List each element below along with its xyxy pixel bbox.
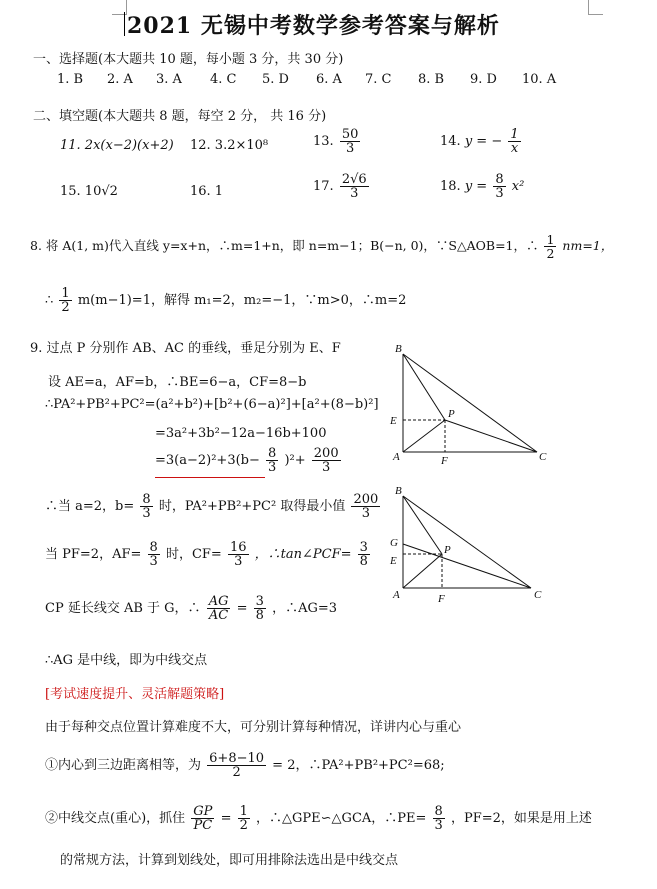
answer-11: 11. 2x(x−2)(x+2)	[60, 138, 174, 153]
q9-line12-pre: ②中线交点(重心)，抓住	[45, 811, 186, 826]
choice-answer: 1. B	[57, 72, 84, 87]
q9-line8-den: AC	[208, 608, 229, 623]
q9-line8-pre: CP 延长线交 AB 于 G，∴	[45, 601, 201, 616]
q9-line12-mid: =	[220, 811, 232, 826]
q9-line7	[45, 541, 372, 568]
answer-17-label: 17.	[313, 179, 334, 194]
choice-answer: 4. C	[210, 72, 237, 87]
answer-18-post: x²	[511, 179, 525, 194]
q9-line5-pre: =3(a−2)²+3(b−	[155, 453, 260, 468]
q9-line12-num3: 8	[434, 804, 443, 819]
q9-line7-pre: 当 PF=2，AF=	[45, 547, 142, 562]
q9-line12-den3: 3	[434, 818, 443, 833]
answer-18-num: 8	[495, 172, 504, 187]
q8-line1	[30, 233, 613, 260]
q9-line7-den3: 8	[359, 554, 368, 569]
fig2-label-g: G	[390, 537, 398, 549]
q9-line6-pre: ∴当 a=2，b=	[45, 499, 135, 514]
fig2-segment-pb	[403, 496, 442, 554]
q9-line8-num: AG	[208, 594, 229, 609]
q9-line6-num1: 8	[142, 492, 151, 507]
fig2-label-a: A	[393, 589, 400, 601]
fig1-label-b: B	[395, 343, 402, 355]
q9-line8	[45, 595, 337, 622]
page-corner-mark	[588, 0, 603, 15]
fig1-segment-pa	[403, 420, 445, 452]
answer-14	[440, 128, 523, 155]
answer-13-num: 50	[341, 127, 359, 142]
fig2-label-f: F	[438, 593, 445, 605]
q8-line1-post: nm=1，	[562, 238, 614, 253]
q9-line5-den2: 3	[322, 460, 331, 475]
answer-14-label: 14.	[440, 134, 461, 149]
q9-line5-num1: 8	[268, 446, 277, 461]
answer-14-den: x	[510, 141, 519, 156]
q9-line7-den2: 3	[234, 554, 243, 569]
q9-line6-num2: 200	[353, 492, 379, 507]
answer-16: 16. 1	[190, 184, 224, 199]
q9-line5-num2: 200	[313, 446, 339, 461]
choice-answer: 7. C	[365, 72, 392, 87]
figure-2-triangle	[385, 484, 555, 614]
answer-18-label: 18.	[440, 179, 461, 194]
figure-1-triangle	[385, 340, 555, 470]
q9-line12	[45, 805, 592, 832]
answer-15: 15. 10√2	[60, 184, 118, 199]
q9-line4: =3a²+3b²−12a−16b+100	[155, 426, 327, 441]
q9-line7-num3: 3	[359, 540, 368, 555]
q8-line2-den: 2	[61, 300, 70, 315]
q9-line11-pre: ①内心到三边距离相等，为	[45, 758, 202, 773]
answer-17	[313, 173, 371, 200]
q8-line1-num: 1	[546, 232, 555, 247]
fig1-label-f: F	[441, 455, 448, 467]
answer-13	[313, 128, 362, 155]
answer-17-den: 3	[350, 186, 359, 201]
q9-line11-num: 6+8−10	[209, 751, 265, 766]
fig2-segment-gc	[403, 544, 531, 588]
q9-line7-num1: 8	[149, 540, 158, 555]
choice-answer: 2. A	[107, 72, 133, 87]
answer-14-pre: y = −	[464, 134, 503, 149]
q9-line9: ∴AG 是中线，即为中线交点	[45, 653, 208, 668]
choice-answer: 10. A	[522, 72, 557, 87]
page-title: 2021 无锡中考数学参考答案与解析	[127, 13, 500, 39]
fig2-label-c: C	[534, 589, 542, 601]
fig2-label-b: B	[395, 485, 402, 497]
answer-12: 12. 3.2×10⁸	[190, 138, 269, 153]
q8-line1-text: 8. 将 A(1, m)代入直线 y=x+n，∴m=1+n，即 n=m−1；B(−n, 0)，∵S△AOB=1，∴	[30, 238, 539, 253]
q9-red-underline	[155, 477, 265, 478]
q9-line12-mid2: ，∴△GPE∽△GCA，∴PE=	[256, 811, 427, 826]
fig1-segment-pb	[403, 354, 445, 420]
q9-line11-post: = 2，∴PA²+PB²+PC²=68;	[272, 758, 445, 773]
strategy-tag: [考试速度提升、灵活解题策略]	[45, 687, 225, 702]
q9-line11	[45, 752, 445, 779]
choice-answer: 8. B	[418, 72, 445, 87]
q8-line2-post: m(m−1)=1，解得 m₁=2，m₂=−1，∵m>0，∴m=2	[77, 293, 407, 308]
q9-line8-den2: 8	[255, 608, 264, 623]
q9-line12-post: ，PF=2，如果是用上述	[450, 811, 592, 826]
q9-line13: 的常规方法，计算到划线处，即可用排除法选出是中线交点	[60, 853, 399, 868]
choice-answer: 5. D	[262, 72, 289, 87]
answer-18-pre: y =	[464, 179, 488, 194]
q9-line7-den1: 3	[149, 554, 158, 569]
fig2-side-bc	[403, 496, 531, 588]
fig1-segment-pc	[445, 420, 537, 452]
q9-line7-num2: 16	[229, 540, 247, 555]
q9-line6-den2: 3	[361, 506, 371, 521]
text-cursor	[124, 12, 125, 36]
answer-18	[440, 173, 524, 200]
q9-line7-mid2: ，∴tan∠PCF=	[254, 547, 352, 562]
q9-line5-mid: )²+	[284, 453, 306, 468]
q9-line2: 设 AE=a，AF=b，∴BE=6−a，CF=8−b	[48, 375, 307, 390]
q8-line2-num: 1	[61, 286, 70, 301]
fig1-label-a: A	[393, 451, 400, 463]
section1-header: 一、选择题(本大题共 10 题，每小题 3 分，共 30 分)	[33, 52, 344, 67]
q9-line10: 由于每种交点位置计算难度不大，可分别计算每种情况，详讲内心与重心	[45, 720, 462, 735]
q9-line11-den: 2	[232, 765, 241, 780]
q9-line8-mid: =	[236, 601, 248, 616]
choice-answer: 3. A	[156, 72, 182, 87]
q8-line1-den: 2	[546, 246, 555, 261]
q9-line12-den: PC	[193, 818, 213, 833]
fig2-label-e: E	[390, 555, 397, 567]
fig2-segment-pa	[403, 554, 442, 588]
choice-answer: 6. A	[316, 72, 342, 87]
q8-line2-pre: ∴	[45, 293, 54, 308]
fig1-label-c: C	[539, 451, 547, 463]
fig2-label-p: P	[444, 544, 451, 556]
answer-17-num: 2√6	[341, 172, 367, 187]
q9-line5-den1: 3	[268, 460, 277, 475]
answer-14-num: 1	[510, 127, 519, 142]
q9-line3: ∴PA²+PB²+PC²=(a²+b²)+[b²+(6−a)²]+[a²+(8−b)²]	[45, 397, 379, 412]
q9-line7-mid: 时，CF=	[165, 547, 222, 562]
answer-13-den: 3	[345, 141, 355, 156]
answer-18-den: 3	[495, 186, 504, 201]
choice-answer: 9. D	[470, 72, 497, 87]
q9-line12-num2: 1	[239, 804, 248, 819]
fig1-label-p: P	[448, 408, 455, 420]
section2-header: 二、填空题(本大题共 8 题，每空 2 分， 共 16 分)	[33, 109, 327, 124]
q8-line2	[45, 287, 406, 314]
q9-line5	[155, 447, 343, 474]
q9-line8-post: ，∴AG=3	[272, 601, 338, 616]
q9-line6	[45, 493, 382, 520]
q9-line1: 9. 过点 P 分别作 AB、AC 的垂线，垂足分别为 E、F	[30, 341, 341, 356]
fig1-label-e: E	[390, 415, 397, 427]
q9-line6-mid: 时，PA²+PB²+PC² 取得最小值	[158, 499, 346, 514]
q9-line12-den2: 2	[239, 818, 248, 833]
q9-line12-num: GP	[193, 804, 213, 819]
q9-line6-den1: 3	[142, 506, 151, 521]
answer-13-label: 13.	[313, 134, 334, 149]
q9-line8-num2: 3	[255, 594, 264, 609]
